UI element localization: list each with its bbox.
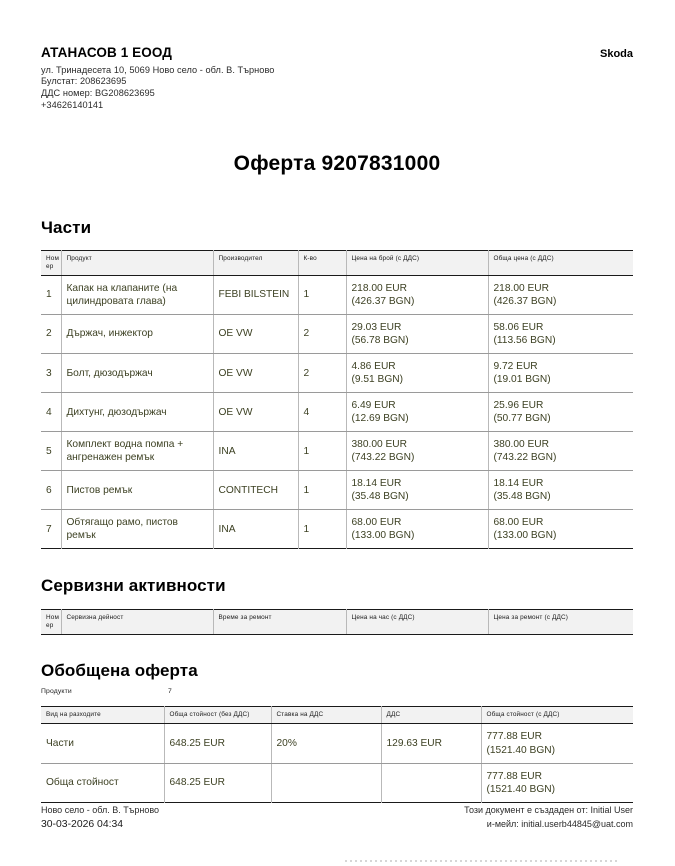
company-bulstat: Булстат: 208623695 (41, 76, 127, 87)
table-row (41, 275, 633, 314)
company-info (41, 46, 274, 110)
summary-vat (381, 763, 481, 802)
summary-gross-eur: 777.88 EUR (486, 731, 542, 743)
part-product: Комплект водна помпа + ангренажен ремък (61, 432, 213, 471)
products-count-label: Продукти (41, 688, 72, 696)
summary-net-total: 648.25 EUR (164, 763, 271, 802)
part-unit-price-bgn: (133.00 BGN) (351, 530, 415, 542)
summary-gross-eur: 777.88 EUR (486, 770, 542, 782)
part-total-price-bgn: (50.77 BGN) (493, 413, 551, 425)
services-table (41, 609, 633, 635)
footer-created-by: Този документ е създаден от: Initial User (464, 805, 633, 815)
parts-section-heading: Части (41, 217, 92, 237)
company-name: АТАНАСОВ 1 ЕООД (41, 45, 173, 60)
part-total-price (488, 314, 633, 353)
part-number: 1 (41, 275, 61, 314)
part-total-price-eur: 18.14 EUR (493, 478, 544, 490)
part-number: 7 (41, 510, 61, 549)
summary-table (41, 706, 633, 802)
part-quantity: 4 (298, 393, 346, 432)
summary-vat-rate (271, 763, 381, 802)
part-unit-price (346, 314, 488, 353)
part-total-price-bgn: (113.56 BGN) (493, 334, 556, 346)
summary-kind: Части (41, 724, 164, 763)
part-total-price-eur: 68.00 EUR (493, 517, 544, 529)
part-quantity: 1 (298, 471, 346, 510)
part-product: Болт, дюзодържач (61, 354, 213, 393)
summary-gross-total (481, 724, 633, 763)
part-manufacturer: INA (213, 510, 298, 549)
document-title: Оферта 9207831000 (233, 151, 441, 175)
parts-col-unit-price: Цена на брой (с ДДС) (346, 250, 488, 275)
part-total-price (488, 510, 633, 549)
part-manufacturer: OE VW (213, 314, 298, 353)
part-total-price-bgn: (19.01 BGN) (493, 374, 551, 386)
services-col-repair-time: Време за ремонт (213, 610, 346, 635)
services-table-header-row (41, 610, 633, 635)
summary-gross-bgn: (1521.40 BGN) (486, 744, 556, 756)
services-section-heading: Сервизни активности (41, 576, 226, 596)
part-total-price-eur: 58.06 EUR (493, 321, 544, 333)
summary-section-heading: Обобщена оферта (41, 661, 198, 681)
summary-net-total: 648.25 EUR (164, 724, 271, 763)
part-unit-price (346, 432, 488, 471)
part-total-price-bgn: (743.22 BGN) (493, 452, 557, 464)
parts-table-header-row (41, 250, 633, 275)
company-phone: +34626140141 (41, 99, 104, 110)
part-product: Държач, инжектор (61, 314, 213, 353)
table-row (41, 471, 633, 510)
services-col-activity: Сервизна дейност (61, 610, 213, 635)
summary-kind: Обща стойност (41, 763, 164, 802)
table-row (41, 510, 633, 549)
part-product: Капак на клапаните (на цилиндровата глава) (61, 275, 213, 314)
part-number: 3 (41, 354, 61, 393)
company-vat-number: ДДС номер: BG208623695 (41, 87, 155, 98)
part-product: Пистов ремък (61, 471, 213, 510)
summary-col-gross-total: Обща стойност (с ДДС) (481, 707, 633, 724)
summary-vat: 129.63 EUR (381, 724, 481, 763)
parts-col-product: Продукт (61, 250, 213, 275)
part-manufacturer: OE VW (213, 354, 298, 393)
summary-col-net-total: Обща стойност (без ДДС) (164, 707, 271, 724)
part-total-price-eur: 9.72 EUR (493, 361, 538, 372)
part-product: Дихтунг, дюзодържач (61, 393, 213, 432)
part-manufacturer: FEBI BILSTEIN (213, 275, 298, 314)
part-product: Обтягащо рамо, пистов ремък (61, 510, 213, 549)
table-row (41, 354, 633, 393)
part-quantity: 1 (298, 432, 346, 471)
part-manufacturer: CONTITECH (213, 471, 298, 510)
parts-col-manufacturer: Производител (213, 250, 298, 275)
part-total-price (488, 275, 633, 314)
table-row (41, 314, 633, 353)
part-unit-price-eur: 6.49 EUR (351, 400, 396, 412)
brand-label: Skoda (599, 48, 633, 60)
part-unit-price (346, 510, 488, 549)
part-total-price (488, 393, 633, 432)
part-manufacturer: OE VW (213, 393, 298, 432)
part-unit-price (346, 354, 488, 393)
page-bottom-artifact (345, 860, 620, 862)
part-quantity: 1 (298, 275, 346, 314)
part-number: 4 (41, 393, 61, 432)
services-col-hourly-rate: Цена на час (с ДДС) (346, 610, 488, 635)
part-quantity: 2 (298, 354, 346, 393)
parts-col-total-price: Обща цена (с ДДС) (488, 250, 633, 275)
services-col-number: Ном ер (41, 610, 61, 635)
part-unit-price-eur: 18.14 EUR (351, 478, 402, 490)
part-total-price (488, 471, 633, 510)
part-total-price-bgn: (426.37 BGN) (493, 295, 557, 307)
part-unit-price-eur: 380.00 EUR (351, 439, 407, 451)
part-total-price (488, 432, 633, 471)
part-total-price-eur: 218.00 EUR (493, 282, 549, 294)
part-total-price-eur: 380.00 EUR (493, 439, 549, 451)
part-quantity: 2 (298, 314, 346, 353)
part-unit-price-eur: 68.00 EUR (351, 517, 402, 529)
document-footer (41, 805, 633, 834)
summary-gross-bgn: (1521.40 BGN) (486, 783, 556, 795)
part-unit-price-eur: 4.86 EUR (351, 361, 396, 372)
part-manufacturer: INA (213, 432, 298, 471)
footer-left-block (41, 805, 159, 834)
summary-gross-total (481, 763, 633, 802)
part-unit-price (346, 275, 488, 314)
company-address: ул. Тринадесета 10, 5069 Ново село - обл. В. Търново (41, 64, 275, 75)
parts-col-number: Ном ер (41, 250, 61, 275)
table-row (41, 763, 633, 802)
part-unit-price (346, 393, 488, 432)
products-count-value: 7 (168, 688, 172, 696)
document-header (41, 46, 633, 110)
table-row (41, 432, 633, 471)
part-number: 2 (41, 314, 61, 353)
table-row (41, 724, 633, 763)
part-unit-price-bgn: (9.51 BGN) (351, 374, 404, 386)
part-total-price-eur: 25.96 EUR (493, 400, 544, 412)
part-total-price (488, 354, 633, 393)
part-unit-price-bgn: (743.22 BGN) (351, 452, 415, 464)
products-count-line (41, 688, 633, 695)
footer-datetime: 30-03-2026 04:34 (41, 819, 124, 830)
part-unit-price-bgn: (56.78 BGN) (351, 334, 409, 346)
table-row (41, 393, 633, 432)
footer-location: Ново село - обл. В. Търново (41, 805, 160, 815)
summary-col-vat-rate: Ставка на ДДС (271, 707, 381, 724)
part-unit-price-bgn: (35.48 BGN) (351, 491, 409, 503)
footer-right-block (464, 805, 633, 833)
part-total-price-bgn: (133.00 BGN) (493, 530, 557, 542)
parts-table (41, 250, 633, 550)
part-unit-price-bgn: (426.37 BGN) (351, 295, 415, 307)
summary-col-kind: Вид на разходите (41, 707, 164, 724)
parts-col-quantity: К-во (298, 250, 346, 275)
part-unit-price (346, 471, 488, 510)
services-col-repair-price: Цена за ремонт (с ДДС) (488, 610, 633, 635)
part-quantity: 1 (298, 510, 346, 549)
part-unit-price-bgn: (12.69 BGN) (351, 413, 409, 425)
part-number: 6 (41, 471, 61, 510)
summary-table-header-row (41, 707, 633, 724)
summary-col-vat: ДДС (381, 707, 481, 724)
part-number: 5 (41, 432, 61, 471)
summary-vat-rate: 20% (271, 724, 381, 763)
footer-email: и-мейл: initial.userb44845@uat.com (486, 819, 633, 829)
part-unit-price-eur: 29.03 EUR (351, 321, 402, 333)
part-total-price-bgn: (35.48 BGN) (493, 491, 551, 503)
part-unit-price-eur: 218.00 EUR (351, 282, 407, 294)
